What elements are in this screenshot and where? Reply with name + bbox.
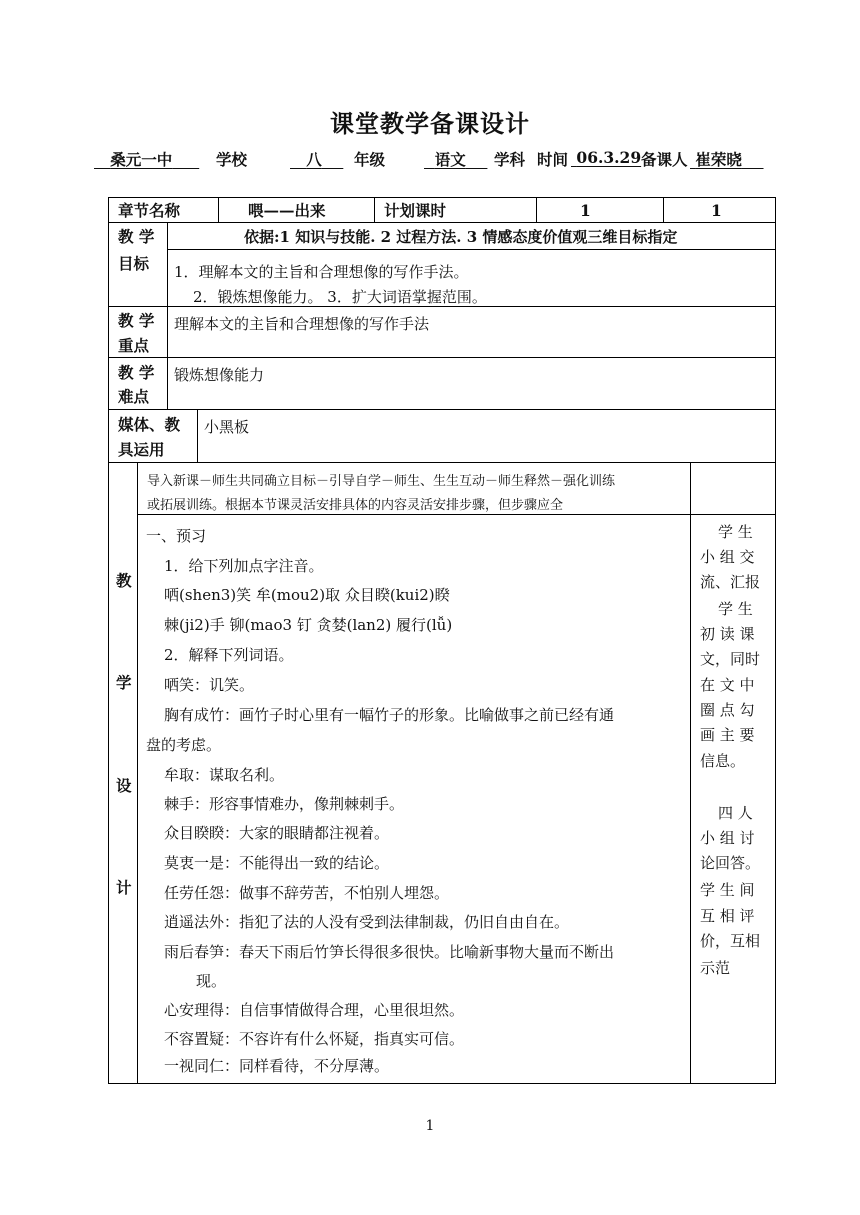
school-value: 桑元一中: [110, 150, 173, 169]
header-underline-grade: [290, 148, 343, 170]
goals-label-2: 目标: [118, 254, 150, 273]
design-line: 众目睽睽：大家的眼睛都注视着。: [164, 824, 390, 842]
design-intro-1: 导入新课－师生共同确立目标－引导自学－师生、生生互动－师生释然－强化训练: [147, 474, 616, 489]
time-label: 时间: [537, 150, 569, 169]
table-border-bottom: [108, 1083, 776, 1084]
plan-value-1: 1: [580, 201, 591, 220]
page-title: 课堂教学备课设计: [330, 109, 530, 138]
chapter-label: 章节名称: [118, 201, 181, 220]
design-side-char: 设: [116, 776, 132, 795]
col-divider: [218, 197, 219, 223]
key-label-1: 教 学: [118, 311, 155, 330]
design-line: 胸有成竹：画竹子时心里有一幅竹子的形象。比喻做事之前已经有通: [164, 706, 615, 724]
difficulty-label-2: 难点: [118, 387, 150, 406]
note-line: 小 组 讨: [700, 829, 755, 847]
design-line: 心安理得：自信事情做得合理，心里很坦然。: [164, 1001, 465, 1019]
note-line: 初 读 课: [700, 625, 755, 643]
school-label: 学校: [216, 150, 248, 169]
note-line: 学 生 间: [700, 881, 755, 899]
note-line: 流、汇报: [700, 573, 761, 591]
note-line: 学 生: [718, 600, 753, 618]
difficulty-label-1: 教 学: [118, 363, 155, 382]
row-divider: [108, 357, 776, 358]
note-line: 圈 点 勾: [700, 701, 755, 719]
header-underline-subject: [424, 148, 487, 170]
col-divider: [167, 222, 168, 410]
note-line: 在 文 中: [700, 676, 755, 694]
note-line: 文，同时: [700, 650, 761, 668]
row-divider: [108, 409, 776, 410]
grade-label: 年级: [354, 150, 386, 169]
design-line: 2．解释下列词语。: [164, 646, 294, 664]
goals-label-1: 教 学: [118, 227, 155, 246]
grade-value: 八: [306, 150, 322, 169]
col-divider: [690, 462, 691, 1084]
design-line: 棘手：形容事情难办，像荆棘刺手。: [164, 795, 405, 813]
note-line: 学 生: [718, 523, 753, 541]
key-text: 理解本文的主旨和合理想像的写作手法: [174, 315, 430, 333]
note-line: 价，互相: [700, 932, 761, 950]
design-line: 逍遥法外：指犯了法的人没有受到法律制裁，仍旧自由自在。: [164, 913, 570, 931]
note-line: 信息。: [700, 752, 746, 770]
goals-line-1: 1．理解本文的主旨和合理想像的写作手法。: [174, 263, 469, 281]
subject-value: 语文: [434, 150, 466, 169]
media-label-1: 媒体、教: [118, 415, 181, 434]
note-line: 小 组 交: [700, 548, 755, 566]
chapter-value: 喂——出来: [248, 201, 326, 220]
media-text: 小黑板: [204, 418, 250, 436]
col-divider: [663, 197, 664, 223]
design-line: 一、预习: [146, 527, 207, 545]
media-label-2: 具运用: [118, 440, 165, 459]
difficulty-text: 锻炼想像能力: [174, 366, 265, 384]
row-divider: [137, 514, 776, 515]
design-line: 不容置疑：不容许有什么怀疑，指真实可信。: [164, 1030, 465, 1048]
preparer-label: 备课人: [641, 150, 688, 169]
row-divider: [108, 222, 776, 223]
design-side-char: 学: [116, 673, 132, 692]
note-line: 论回答。: [700, 854, 761, 872]
design-side-char: 教: [116, 571, 132, 590]
note-line: 画 主 要: [700, 726, 755, 744]
design-intro-2: 或拓展训练。根据本节课灵活安排具体的内容灵活安排步骤，但步骤应全: [147, 498, 564, 513]
design-line: 雨后春笋：春天下雨后竹笋长得很多很快。比喻新事物大量而不断出: [164, 943, 615, 961]
note-line: 示范: [700, 959, 731, 977]
design-line: 哂笑：讥笑。: [164, 676, 255, 694]
design-line: 现。: [196, 972, 227, 990]
table-border-left: [108, 197, 109, 1084]
subject-label: 学科: [494, 150, 526, 169]
note-line: 互 相 评: [700, 907, 755, 925]
table-border-right: [775, 197, 776, 1084]
note-line: 四 人: [718, 804, 753, 822]
row-divider: [167, 249, 776, 250]
table-border-top: [108, 197, 776, 198]
design-line: 棘(ji2)手 铆(mao3 钉 贪婪(lan2) 履行(lǚ): [164, 616, 453, 634]
design-side-char: 计: [116, 878, 132, 897]
goals-basis: 依据:1 知识与技能. 2 过程方法. 3 情感态度价值观三维目标指定: [244, 228, 678, 246]
page-number: 1: [425, 1118, 435, 1134]
col-divider: [374, 197, 375, 223]
plan-value-2: 1: [711, 201, 722, 220]
design-line: 1．给下列加点字注音。: [164, 557, 324, 575]
goals-line-2: 2．锻炼想像能力。 3．扩大词语掌握范围。: [193, 288, 487, 306]
design-line: 莫衷一是：不能得出一致的结论。: [164, 854, 390, 872]
plan-label: 计划课时: [384, 201, 447, 220]
col-divider: [137, 462, 138, 1084]
design-line: 盘的考虑。: [146, 736, 222, 754]
header-underline-date: [571, 148, 641, 167]
design-line: 任劳任怨：做事不辞劳苦，不怕别人埋怨。: [164, 884, 450, 902]
preparer-value: 崔荣晓: [695, 150, 742, 169]
col-divider: [197, 409, 198, 463]
date-value: 06.3.29: [576, 148, 642, 167]
row-divider: [108, 462, 776, 463]
design-line: 哂(shen3)笑 牟(mou2)取 众目睽(kui2)睽: [164, 586, 450, 604]
design-line: 一视同仁：同样看待，不分厚薄。: [164, 1057, 390, 1075]
design-line: 牟取：谋取名利。: [164, 766, 285, 784]
header-underline-preparer: [690, 148, 764, 170]
col-divider: [536, 197, 537, 223]
header-underline-school: [94, 148, 199, 170]
key-label-2: 重点: [118, 336, 150, 355]
